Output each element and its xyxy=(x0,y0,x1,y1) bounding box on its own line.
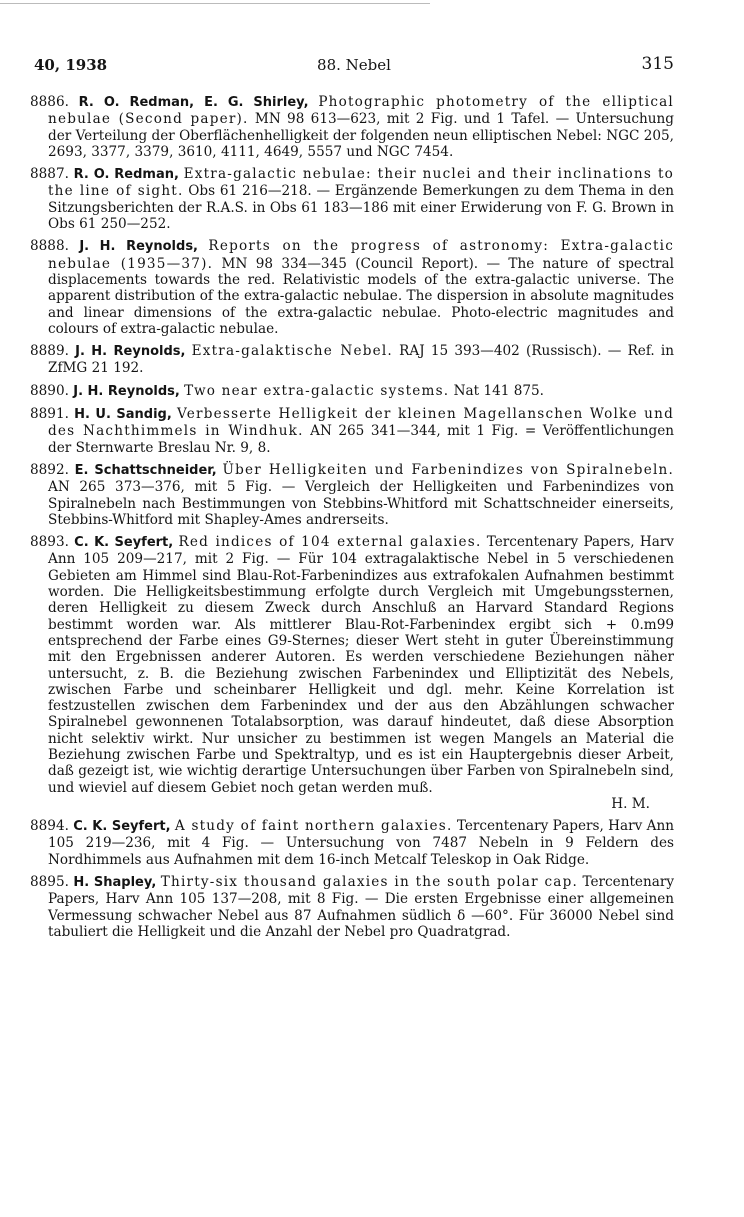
entry-body: Tercentenary Papers, Harv Ann 105 219—236, mit 4 Fig. — Untersuchung von 7487 Nebeln in 9 Feldern des Nordhimmels aus Aufnahmen mit dem 16-inch Metcalf Teleskop in Oak Ridge. xyxy=(48,818,674,868)
entry-title: Two near extra-galactic systems. xyxy=(184,382,450,399)
entry-title: Extra-galaktische Nebel. xyxy=(191,343,393,360)
entry-body: Obs 61 216—218. — Ergänzende Bemerkungen zu dem Thema in den Sitzungsberichten der R.A.S. in Obs 61 183—186 mit einer Erwiderung von F. G. Brown in Obs 61 250—252. xyxy=(48,183,674,233)
entry-title: Red indices of 104 external galaxies. xyxy=(178,534,482,551)
volume-year: 40, 1938 xyxy=(34,56,108,74)
entry-title: Extra-galactic nebulae: their nuclei and their inclinations to the line of sight. xyxy=(48,166,674,200)
entry-body: RAJ 15 393—402 (Russisch). — Ref. in ZfMG 21 192. xyxy=(48,343,675,377)
entry-body: MN 98 613—623, mit 2 Fig. und 1 Tafel. — Untersuchung der Verteilung der Oberflächenhelligkeit der folgenden neun elliptischen Nebel: NGC 205, 2693, 3377, 3379, 3610, 4111, 4649, 5557 und NGC 7454. xyxy=(48,111,675,160)
entry-author: H. Shapley, xyxy=(73,875,157,891)
reviewer-signature: H. M. xyxy=(611,795,650,812)
entry-number: 8895. xyxy=(30,874,69,891)
entries-list xyxy=(30,94,674,946)
page-header xyxy=(34,56,674,80)
entry-author: R. O. Redman, xyxy=(73,167,179,183)
bibliography-entry xyxy=(30,874,674,940)
bibliography-entry xyxy=(30,534,674,812)
entry-title: Thirty-six thousand galaxies in the south polar cap. xyxy=(160,874,578,891)
entry-title: Photographic photometry of the elliptical nebulae (Second paper). xyxy=(48,94,674,128)
entry-number: 8893. xyxy=(30,534,69,551)
bibliography-entry xyxy=(30,406,674,456)
entry-number: 8888. xyxy=(30,238,69,255)
top-rule xyxy=(0,3,430,4)
entry-author: C. K. Seyfert, xyxy=(73,819,171,835)
entry-author: J. H. Reynolds, xyxy=(73,383,180,399)
entry-body: Nat 141 875. xyxy=(453,382,544,399)
bibliography-entry xyxy=(30,94,674,160)
bibliography-entry xyxy=(30,818,674,868)
entry-body: MN 98 334—345 (Council Report). — The nature of spectral displacements towards the red. Relativistic models of the extra-galactic universe. The apparent distribution of the extra-galactic nebulae. The dispersion in absolute magnitudes and linear dimensions of the extra-galactic nebulae. Photo-electric magnitudes and colours of extra-galactic nebulae. xyxy=(48,255,674,337)
entry-number: 8887. xyxy=(30,166,69,183)
entry-number: 8892. xyxy=(30,461,69,478)
entry-body: Tercentenary Papers, Harv Ann 105 209—217, mit 2 Fig. — Für 104 extragalaktische Nebel in 5 verschiedenen Gebieten am Himmel sind Blau-Rot-Farbenindizes aus extrafokalen Aufnahmen bestimmt worden. Die Helligkeitsbestimmung erfolgte durch Vergleich mit Umgebungssternen, deren Helligkeit zu diesem Zweck durch Anschluß an Harvard Standard Regions bestimmt worden war. Als mittlerer Blau-Rot-Farbenindex ergibt sich + 0.m99 entsprechend der Farbe eines G9-Sternes; dieser Wert steht in guter Übereinstimmung mit den Ergebnissen anderer Autoren. Es werden verschiedene Beziehungen näher untersucht, z. B. die Beziehung zwischen Farbenindex und Elliptizität des Nebels, zwischen Farbe und scheinbarer Helligkeit und dgl. mehr. Keine Korrelation ist festzustellen zwischen dem Farbenindex und der aus den Abzählungen schwacher Spiralnebel gewonnenen Totalabsorption, was darauf hindeutet, daß diese Absorption nicht selektiv wirkt. Nur unsicher zu bestimmen ist wegen Mangels an Material die Beziehung zwischen Farbe und Spektraltyp, und es ist ein Hauptergebnis dieser Arbeit, daß gezeigt ist, wie wichtig derartige Untersuchungen über Farben von Spiralnebeln sind, und wieviel auf diesem Gebiet noch getan werden muß. xyxy=(48,534,674,796)
entry-body: AN 265 373—376, mit 5 Fig. — Vergleich der Helligkeiten und Farbenindizes von Spiralnebeln nach Bestimmungen von Stebbins-Whitford mit Schattschneider einerseits, Stebbins-Whitford mit Shapley-Ames andrerseits. xyxy=(48,479,674,528)
entry-author: H. U. Sandig, xyxy=(74,407,172,423)
entry-body: Tercentenary Papers, Harv Ann 105 137—208, mit 8 Fig. — Die ersten Ergebnisse einer allgemeinen Vermessung schwacher Nebel aus 87 Aufnahmen südlich δ —60°. Für 36000 Nebel sind tabuliert die Helligkeit und die Anzahl der Nebel pro Quadratgrad. xyxy=(48,874,674,940)
bibliography-entry xyxy=(30,238,674,337)
entry-title: Reports on the progress of astronomy: Extra-galactic nebulae (1935—37). xyxy=(48,238,675,272)
entry-author: C. K. Seyfert, xyxy=(74,535,174,551)
section-title: 88. Nebel xyxy=(317,56,391,74)
entry-number: 8889. xyxy=(30,343,69,360)
entry-author: J. H. Reynolds, xyxy=(79,239,198,255)
entry-number: 8894. xyxy=(30,818,69,835)
entry-number: 8891. xyxy=(30,406,69,423)
bibliography-entry xyxy=(30,166,674,232)
bibliography-entry xyxy=(30,462,674,528)
entry-title: Über Helligkeiten und Farbenindizes von Spiralnebeln. xyxy=(222,461,674,478)
entry-number: 8886. xyxy=(30,94,69,110)
entry-author: J. H. Reynolds, xyxy=(75,344,186,360)
bibliography-entry xyxy=(30,383,674,400)
entry-title: A study of faint northern galaxies. xyxy=(174,818,453,835)
entry-title: Verbesserte Helligkeit der kleinen Magellanschen Wolke und des Nachthimmels in Windhuk. xyxy=(48,406,674,440)
entry-author: E. Schattschneider, xyxy=(74,462,217,478)
entry-number: 8890. xyxy=(30,382,69,399)
entry-author: R. O. Redman, E. G. Shirley, xyxy=(78,95,309,110)
bibliography-entry xyxy=(30,343,674,377)
entry-body: AN 265 341—344, mit 1 Fig. = Veröffentlichungen der Sternwarte Breslau Nr. 9, 8. xyxy=(48,423,675,456)
page-number: 315 xyxy=(641,54,674,74)
